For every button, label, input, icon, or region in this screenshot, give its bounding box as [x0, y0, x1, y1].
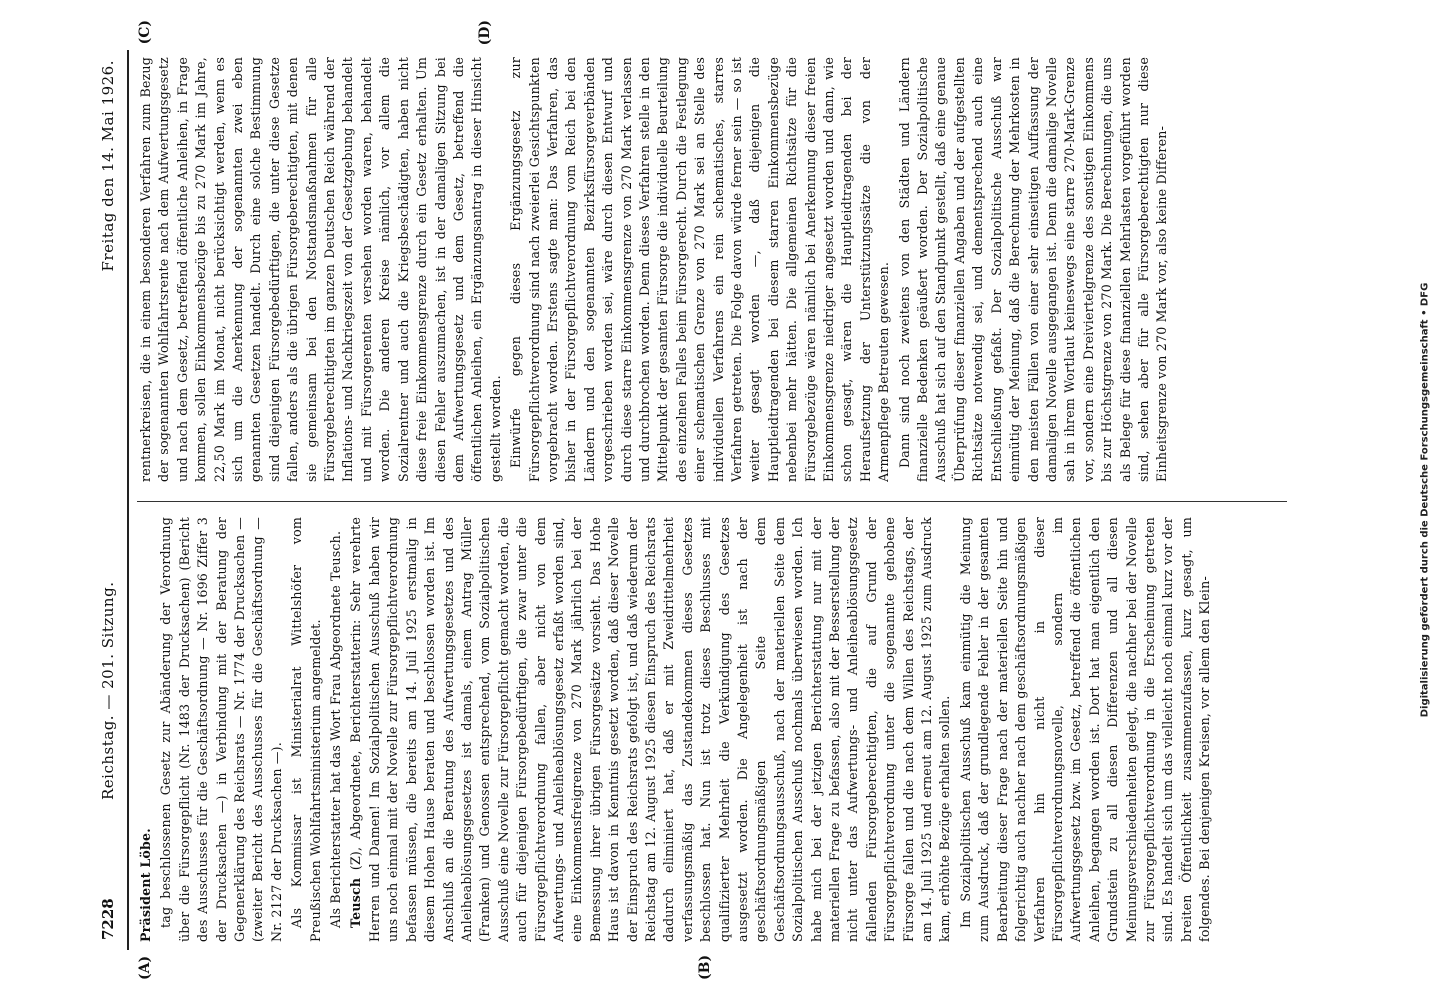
- speaker-name: Präsident Löbe.: [138, 828, 153, 942]
- digitization-credit: Digitalisierung gefördert durch die Deutsche Forschungsgemeinschaft • DFG: [1419, 282, 1431, 718]
- speech-text: (Z), Abgeordnete, Berichterstatterin: Sehr verehrte Herren und Damen! Im Sozialpolitischen Ausschuß haben wir uns noch einmal mit der Novelle zur Fürsorgepflichtverordnung befassen müssen, die bereits am 14. Juli 1925 erstmalig in diesem Hohen Hause beraten und beschlossen worden ist. Im Anschluß an die Beratung des Aufwertungsgesetzes und des Anleiheablösungsgesetzes ist damals, einem Antrag Müller (Franken) und Genossen entsprechend, vom Sozialpolitischen Ausschuß eine Novelle zur Fürsorgepflicht gemacht worden, die auch für diejenigen Fürsorgebedürftigen, die zwar unter die Fürsorgepflichtverordnung fallen, aber nicht von dem Aufwertungs- und Anleiheablösungsgesetz erfaßt worden sind, eine Einkommensfreigrenze von 270 Mark jährlich bei der Bemessung ihrer übrigen Fürsorgesätze vorsieht. Das Hohe Haus ist davon in Kenntnis gesetzt worden, daß dieser Novelle der Einspruch des Reichsrats gefolgt ist, und daß wiederum der Reichstag am 12. August 1925 diesen Einspruch des Reichsrats dadurch eliminiert hat, daß er mit Zweidrittelmehrheit verfassungsmäßig das Zustandekommen dieses Gesetzes beschlossen hat. Nun ist trotz dieses Beschlusses mit qualifizierter Mehrheit die Verkündigung des Gesetzes ausgesetzt worden. Die Angelegenheit ist nach der geschäftsordnungsmäßigen Seite dem Geschäftsordnungsausschuß, nach der materiellen Seite dem Sozialpolitischen Ausschuß nochmals überwiesen worden. Ich habe mich bei der jetzigen Berichterstattung nur mit der materiellen Frage zu befassen, also mit der Besserstellung der nicht unter das Aufwertungs- und Anleiheablösungsgesetz fallenden Fürsorgeberechtigten, die auf Grund der Fürsorgepflichtverordnung unter die sogenannte gehobene Fürsorge fallen und die nach dem Willen des Reichstags, der am 14. Juli 1925 und erneut am 12. August 1925 zum Ausdruck kam, erhöhte Bezüge erhalten sollen.: [348, 517, 953, 942]
- speaker-paragraph: [347, 517, 954, 942]
- paragraph: Als Kommissar ist Ministerialrat Wittelshöfer vom Preußischen Wohlfahrtsministerium angemeldet.: [289, 517, 323, 942]
- margin-marker-c: (C): [137, 20, 153, 45]
- paragraph: Einwürfe gegen dieses Ergänzungsgesetz zur Fürsorgepflichtverordnung sind nach zweierlei Gesichtspunkten vorgebracht worden. Erstens sagte man: Das Verfahren, das bisher in der Fürsorgepflichtverordnung vom Reich bei den Ländern und den sogenannten Bezirksfürsorgeverbänden vorgeschrieben worden sei, wäre durch diesen Entwurf und durch diese starre Einkommensgrenze von 270 Mark verlassen und durchbrochen worden. Denn dieses Verfahren stelle in den Mittelpunkt der gesamten Fürsorge die individuelle Beurteilung des einzelnen Falles beim Fürsorgerecht. Durch die Festlegung einer schematischen Grenze von 270 Mark sei an Stelle des individuellen Verfahrens ein rein schematisches, starres Verfahren getreten. Die Folge davon würde ferner sein — so ist weiter gesagt worden —, daß diejenigen die Hauptleidtragenden bei diesem starren Einkommensbezüge nebenbei mehr hätten. Die allgemeinen Richtsätze für die Fürsorgebezüge wären nämlich bei Anerkennung dieser freien Einkommensgrenze niedriger angesetzt worden und dann, wie schon gesagt, wären die Hauptleidtragenden bei der Heraufsetzung der Unterstützungssätze die von der Armenpflege Betreuten gewesen.: [508, 57, 892, 482]
- header-session: Reichstag. — 201. Sitzung.: [99, 581, 117, 800]
- paragraph: Als Berichterstatter hat das Wort Frau Abgeordnete Teusch.: [328, 530, 344, 928]
- speaker-name: Teusch: [348, 877, 364, 928]
- header-rule: [127, 50, 129, 950]
- speaker-president: [137, 517, 155, 942]
- column-divider: [137, 501, 1287, 502]
- paragraph: Dann sind noch zweitens von den Städten und Ländern finanzielle Bedenken geäußert worden. Der Sozialpolitische Ausschuß hat sich auf den Standpunkt gestellt, daß eine genaue Überprüfung dieser finanziellen Angaben und der aufgestellten Richtsätze notwendig sei, und dementsprechend auch eine Entschließung gefaßt. Der Sozialpolitische Ausschuß war einmütig der Meinung, daß die Berechnung der Mehrkosten in den meisten Fällen von einer sehr einseitigen Auffassung der damaligen Novelle ausgegangen ist. Denn die damalige Novelle sah in ihrem Wortlaut keineswegs eine starre 270-Mark-Grenze vor, sondern eine Dreiviertelgrenze des sonstigen Einkommens bis zur Höchstgrenze von 270 Mark. Die Berechnungen, die uns als Belege für diese finanziellen Mehrlasten vorgeführt worden sind, sehen aber für alle Fürsorgeberechtigten nur diese Einheitsgrenze von 270 Mark vor, also keine Differen-: [896, 57, 1170, 482]
- paragraph: Im Sozialpolitischen Ausschuß kam einmütig die Meinung zum Ausdruck, daß der grundlegende Fehler in der gesamten Bearbeitung dieser Frage nach der materiellen Seite hin und folgerichtig auch nachher nach dem geschäftsordnungsmäßigen Verfahren hin nicht in dieser Fürsorgepflichtverordnungsnovelle, sondern im Aufwertungsgesetz bzw. im Gesetz, betreffend die öffentlichen Anleihen, begangen worden ist. Dort hat man eigentlich den Grundstein zu all diesen Differenzen und all diesen Meinungsverschiedenheiten gelegt, die nachher bei der Novelle zur Fürsorgepflichtverordnung in die Erscheinung getreten sind. Es handelt sich um das vielleicht noch einmal kurz vor der breiten Öffentlichkeit zusammenzufassen, kurz gesagt, um folgendes. Bei denjenigen Kreisen, vor allem den Klein-: [957, 517, 1213, 942]
- right-column: [137, 57, 1317, 482]
- paragraph: tag beschlossenen Gesetz zur Abänderung der Verordnung über die Fürsorgepflicht (Nr. 1483 der Drucksachen) (Bericht des Ausschusses für die Geschäftsordnung — Nr. 1696 Ziffer 3 der Drucksachen —) in Verbindung mit der Beratung der Gegenerklärung des Reichsrats — Nr. 1774 der Drucksachen — (zweiter Bericht des Ausschusses für die Geschäftsordnung — Nr. 2127 der Drucksachen —).: [158, 517, 284, 942]
- header-date: Freitag den 14. Mai 1926.: [99, 60, 117, 272]
- paragraph: rentnerkreisen, die in einem besonderen Verfahren zum Bezug der sogenannten Wohlfahrtsrente nach dem Aufwertungsgesetz und nach dem Gesetz, betreffend öffentliche Anleihen, in Frage kommen, sollen Einkommensbezüge bis zu 270 Mark im Jahre, 22,50 Mark im Monat, nicht berücksichtigt werden, wenn es sich um die Anerkennung der sogenannten zwei eben genannten Gesetzen handelt. Durch eine solche Bestimmung sind diejenigen Fürsorgebedürftigen, die unter diese Gesetze fallen, anders als die übrigen Fürsorgeberechtigten, mit denen sie gemeinsam bei den Notstandsmaßnahmen für alle Fürsorgeberechtigten im ganzen Deutschen Reich während der Inflations- und Nachkriegszeit von der Gesetzgebung behandelt und mit Fürsorgerenten versehen worden waren, behandelt worden. Die anderen Kreise nämlich, vor allem die Sozialrentner und auch die Kriegsbeschädigten, haben nicht diese freie Einkommensgrenze durch ein Gesetz erhalten. Um diesen Fehler auszumachen, ist in der damaligen Sitzung bei dem Aufwertungsgesetz und dem Gesetz, betreffend die öffentlichen Anleihen, ein Ergänzungsantrag in dieser Hinsicht gestellt worden.: [138, 57, 503, 482]
- margin-marker-b: (B): [697, 954, 713, 980]
- margin-marker-d: (D): [477, 20, 493, 46]
- margin-marker-a: (A): [137, 955, 153, 980]
- page-header: [97, 50, 123, 950]
- left-column: [137, 517, 1317, 942]
- rotated-document-page: [77, 20, 1357, 980]
- page-number: 7228: [99, 898, 117, 940]
